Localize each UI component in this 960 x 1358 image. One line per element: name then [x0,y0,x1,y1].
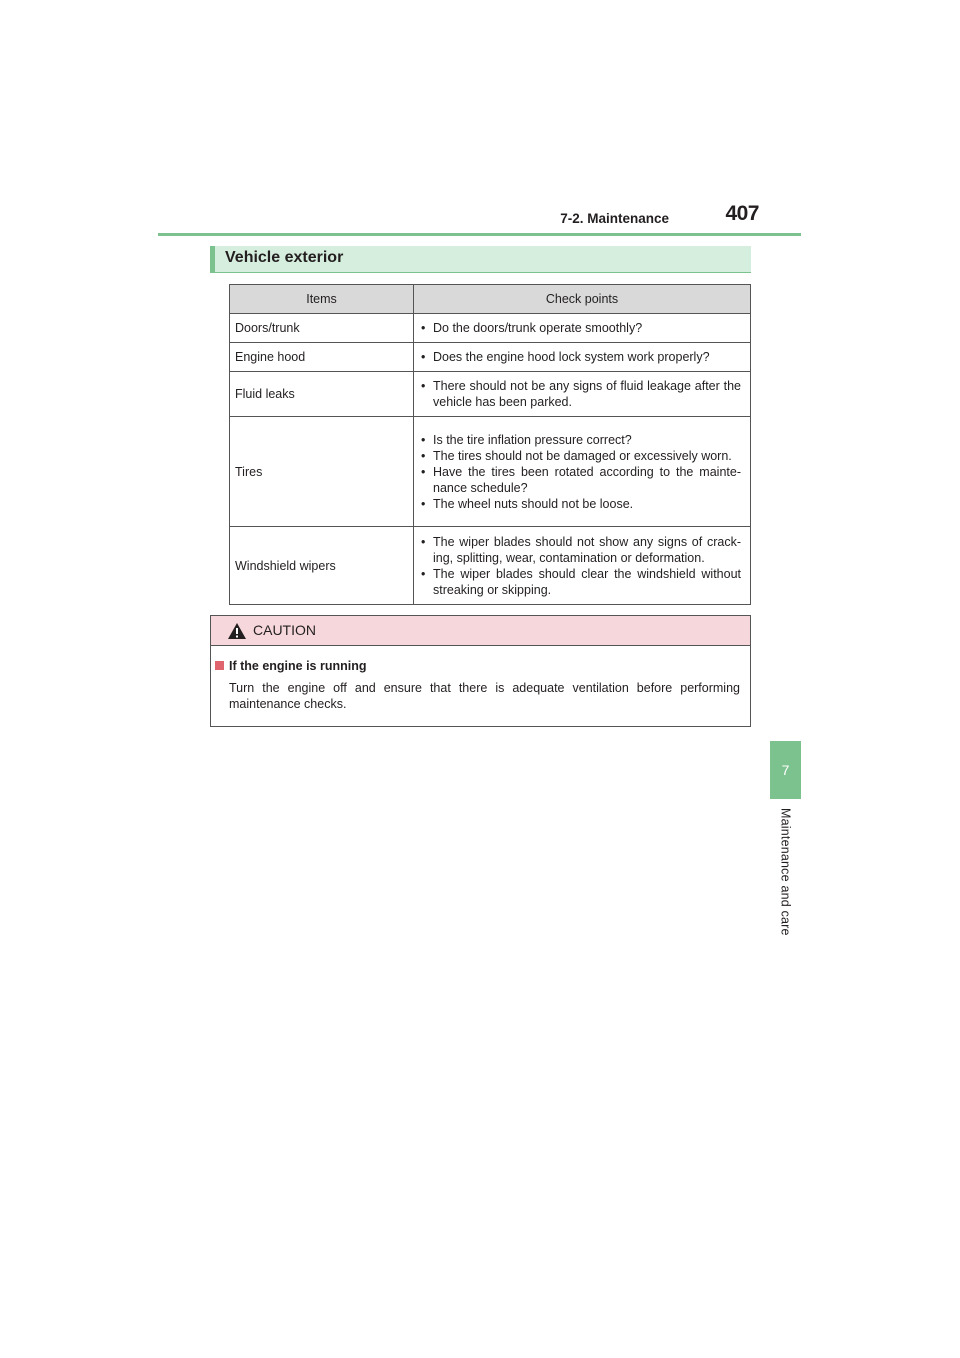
item-cell: Fluid leaks [230,372,414,417]
check-point: • Do the doors/trunk operate smoothly? [419,320,741,336]
check-table [229,284,751,605]
points-cell [414,527,751,605]
table-row [230,343,751,372]
table-row [230,372,751,417]
chapter-number: 7 [781,762,790,778]
check-point-list [419,320,741,336]
page-number: 407 [725,202,759,225]
points-cell [414,417,751,527]
check-point-list [419,432,741,512]
check-point-list [419,534,741,598]
points-cell [414,372,751,417]
warning-triangle-icon [227,622,247,645]
item-cell: Doors/trunk [230,314,414,343]
header-section-title: 7-2. Maintenance [560,211,669,226]
check-point-list [419,349,741,365]
caution-header [211,616,750,646]
column-header-items: Items [230,285,414,314]
check-point: • There should not be any signs of fluid leakage after the vehicle has been parked. [419,378,741,410]
caution-title: CAUTION [253,622,316,638]
check-point: • Is the tire inflation pressure correct? [419,432,741,448]
caution-box [210,615,751,727]
table-row [230,314,751,343]
item-cell: Windshield wipers [230,527,414,605]
table-row [230,527,751,605]
caution-body: Turn the engine off and ensure that there is adequate ventilation before performing maintenance checks. [229,681,740,711]
table-row [230,417,751,527]
check-point: • The tires should not be damaged or excessively worn. [419,448,741,464]
check-point: • The wheel nuts should not be loose. [419,496,741,512]
page-header [158,196,801,232]
column-header-check-points: Check points [414,285,751,314]
section-heading-bar [210,246,751,273]
chapter-side-label [770,808,801,968]
check-point: • Does the engine hood lock system work properly? [419,349,741,365]
check-point: • The wiper blades should clear the windshield without streaking or skipping. [419,566,741,598]
chapter-label: Maintenance and care [778,808,793,936]
chapter-tab [770,741,801,799]
points-cell [414,343,751,372]
check-point-list [419,378,741,410]
square-marker-icon [215,661,224,670]
points-cell [414,314,751,343]
check-point: • Have the tires been rotated according to the mainte- nance schedule? [419,464,741,496]
item-cell: Engine hood [230,343,414,372]
header-rule [158,233,801,236]
check-point: • The wiper blades should not show any signs of crack- ing, splitting, wear, contamination or deformation. [419,534,741,566]
table-header-row [230,285,751,314]
caution-subheading [215,659,367,673]
caution-subheading-text: If the engine is running [229,659,367,673]
section-title: Vehicle exterior [225,249,344,266]
item-cell: Tires [230,417,414,527]
